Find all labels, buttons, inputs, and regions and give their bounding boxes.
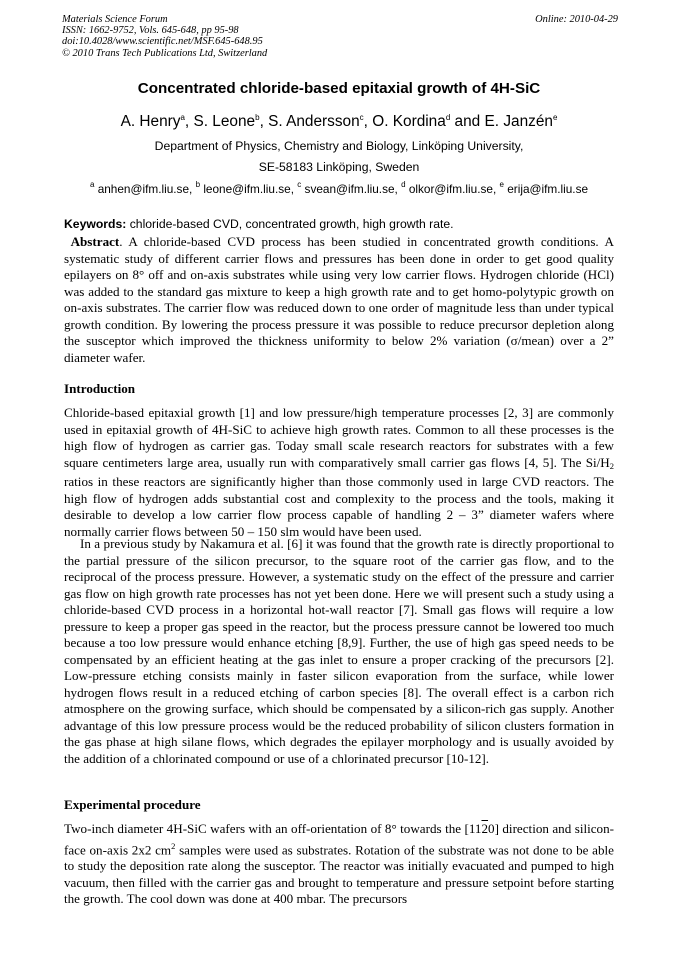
- author: S. Andersson$^c$,: [268, 113, 373, 130]
- introduction-heading: Introduction: [64, 381, 136, 396]
- introduction-paragraph-1: Chloride-based epitaxial growth [1] and low pressure/high temperature processes [2, 3] are commonly used in epitaxial growth of 4H-SiC to achieve high growth rates. Common to all these processes is the high flow of hydrogen as carrier gas. Today small scale research reactors for substrates with a few square centimeters large area, usually run with comparatively small carrier gas flows [4, 5]. The $Si/H_2$ ratios in these reactors are significantly higher than those commonly used in large CVD reactors. The high flow of hydrogen adds substantial cost and complexity to the process and the tools, making it desirable to develop a low carrier flow process capable of handling 2 – 3” diameter wafers where normally carrier flows between 50 – 150 slm would have been used.: [64, 405, 614, 539]
- keywords-text: chloride-based CVD, concentrated growth, high growth rate.: [126, 217, 454, 231]
- keywords-label: Keywords:: [64, 217, 127, 231]
- affiliation-line-2: SE-58183 Linköping, Sweden: [258, 160, 420, 174]
- doi-line: doi:10.4028/www.scientific.net/MSF.645-648.95: [62, 36, 263, 48]
- online-date: Online: 2010-04-29: [535, 14, 618, 25]
- author: O. Kordina$^d$ and: [372, 113, 485, 130]
- introduction-paragraph-2: In a previous study by Nakamura et al. [6] it was found that the growth rate is directly proportional to the partial pressure of the silicon precursor, to the square root of the carrier gas flow, and to the reciprocal of the process pressure. However, a systematic study on the effect of the pressure and carrier gas flow on high growth rate processes has not yet been done. Here we will present such a study using a chloride-based CVD process in a horizontal hot-wall reactor [7]. Small gas flows will require a low pressure to keep a proper gas speed in the reactor, but the process pressure cannot be lowered too much because a too low pressure would enhance etching [8,9]. Further, the use of high gas speed needs to be compensated by an efficient heating at the gas inlet to ensure a proper cracking of the precursors [2]. Low-pressure etching consists mainly in faster silicon evaporation from the surface, while lower hydrogen flows result in a reduced etching of carbon species [8]. The overall effect is a carbon rich atmosphere on the growing surface, which should be compensated by a silicon-rich gas supply. Another advantage of this low pressure process would be the reduced probability of silicon clusters formation in the gas phase at high silane flows, which degrades the epilayer morphology and is usually avoided by the addition of a chlorinated compound or use of a chlorinated precursor [10-12].: [64, 536, 614, 766]
- journal-header: [62, 14, 618, 59]
- author: A. Henry$^a$,: [120, 113, 194, 130]
- paper-title: Concentrated chloride-based epitaxial growth of 4H-SiC: [137, 80, 541, 97]
- email-list: [40, 180, 638, 196]
- author-list: [40, 113, 638, 131]
- affiliation-line-1: Department of Physics, Chemistry and Biology, Linköping University,: [154, 139, 524, 153]
- keywords: [64, 217, 616, 231]
- abstract-paragraph: [64, 234, 614, 366]
- copyright-line: © 2010 Trans Tech Publications Ltd, Switzerland: [62, 47, 268, 59]
- abstract-text: . A chloride-based CVD process has been studied in concentrated growth conditions. A systematic study of different carrier flows and pressures has been done in order to get good quality epilayers on 8° off and on-axis substrates while using very low carrier flows. Hydrogen chloride (HCl) was added to the standard gas mixture to keep a high growth rate and to get homo-polytypic growth on on-axis substrates. The carrier flow was reduced down to one order of magnitude less than under typical growth condition. By lowering the process pressure it was possible to reduce precursor depletion along the susceptor which improved the thickness uniformity to below 2% variation (σ/mean) over a 2” diameter wafer.: [64, 234, 614, 365]
- experimental-paragraph: Two-inch diameter 4H-SiC wafers with an off-orientation of 8° towards the [1120] direction and silicon-face on-axis 2x2 $cm^2$ samples were used as substrates. Rotation of the substrate was not done to be able to study the deposition rate along the susceptor. The reactor was initially evacuated and pumped to high vacuum, then filled with the carrier gas and brought to temperature and pressure setpoint before starting the growth. The cool down was done at 400 mbar. The precursors: [64, 821, 614, 907]
- experimental-heading: Experimental procedure: [64, 797, 201, 812]
- issn-line: ISSN: 1662-9752, Vols. 645-648, pp 95-98: [62, 25, 239, 37]
- email: $^b$ leone@ifm.liu.se,: [195, 180, 298, 196]
- journal-name: Materials Science Forum: [62, 14, 168, 25]
- email: $^a$ anhen@ifm.liu.se,: [89, 180, 196, 196]
- email: $^c$ svean@ifm.liu.se,: [297, 180, 402, 196]
- author: S. Leone$^b$,: [193, 113, 269, 130]
- email: $^d$ olkor@ifm.liu.se,: [401, 180, 500, 196]
- email: $^e$ erija@ifm.liu.se: [499, 180, 589, 196]
- abstract-label: Abstract: [70, 234, 120, 249]
- author: E. Janzén$^e$: [484, 113, 558, 130]
